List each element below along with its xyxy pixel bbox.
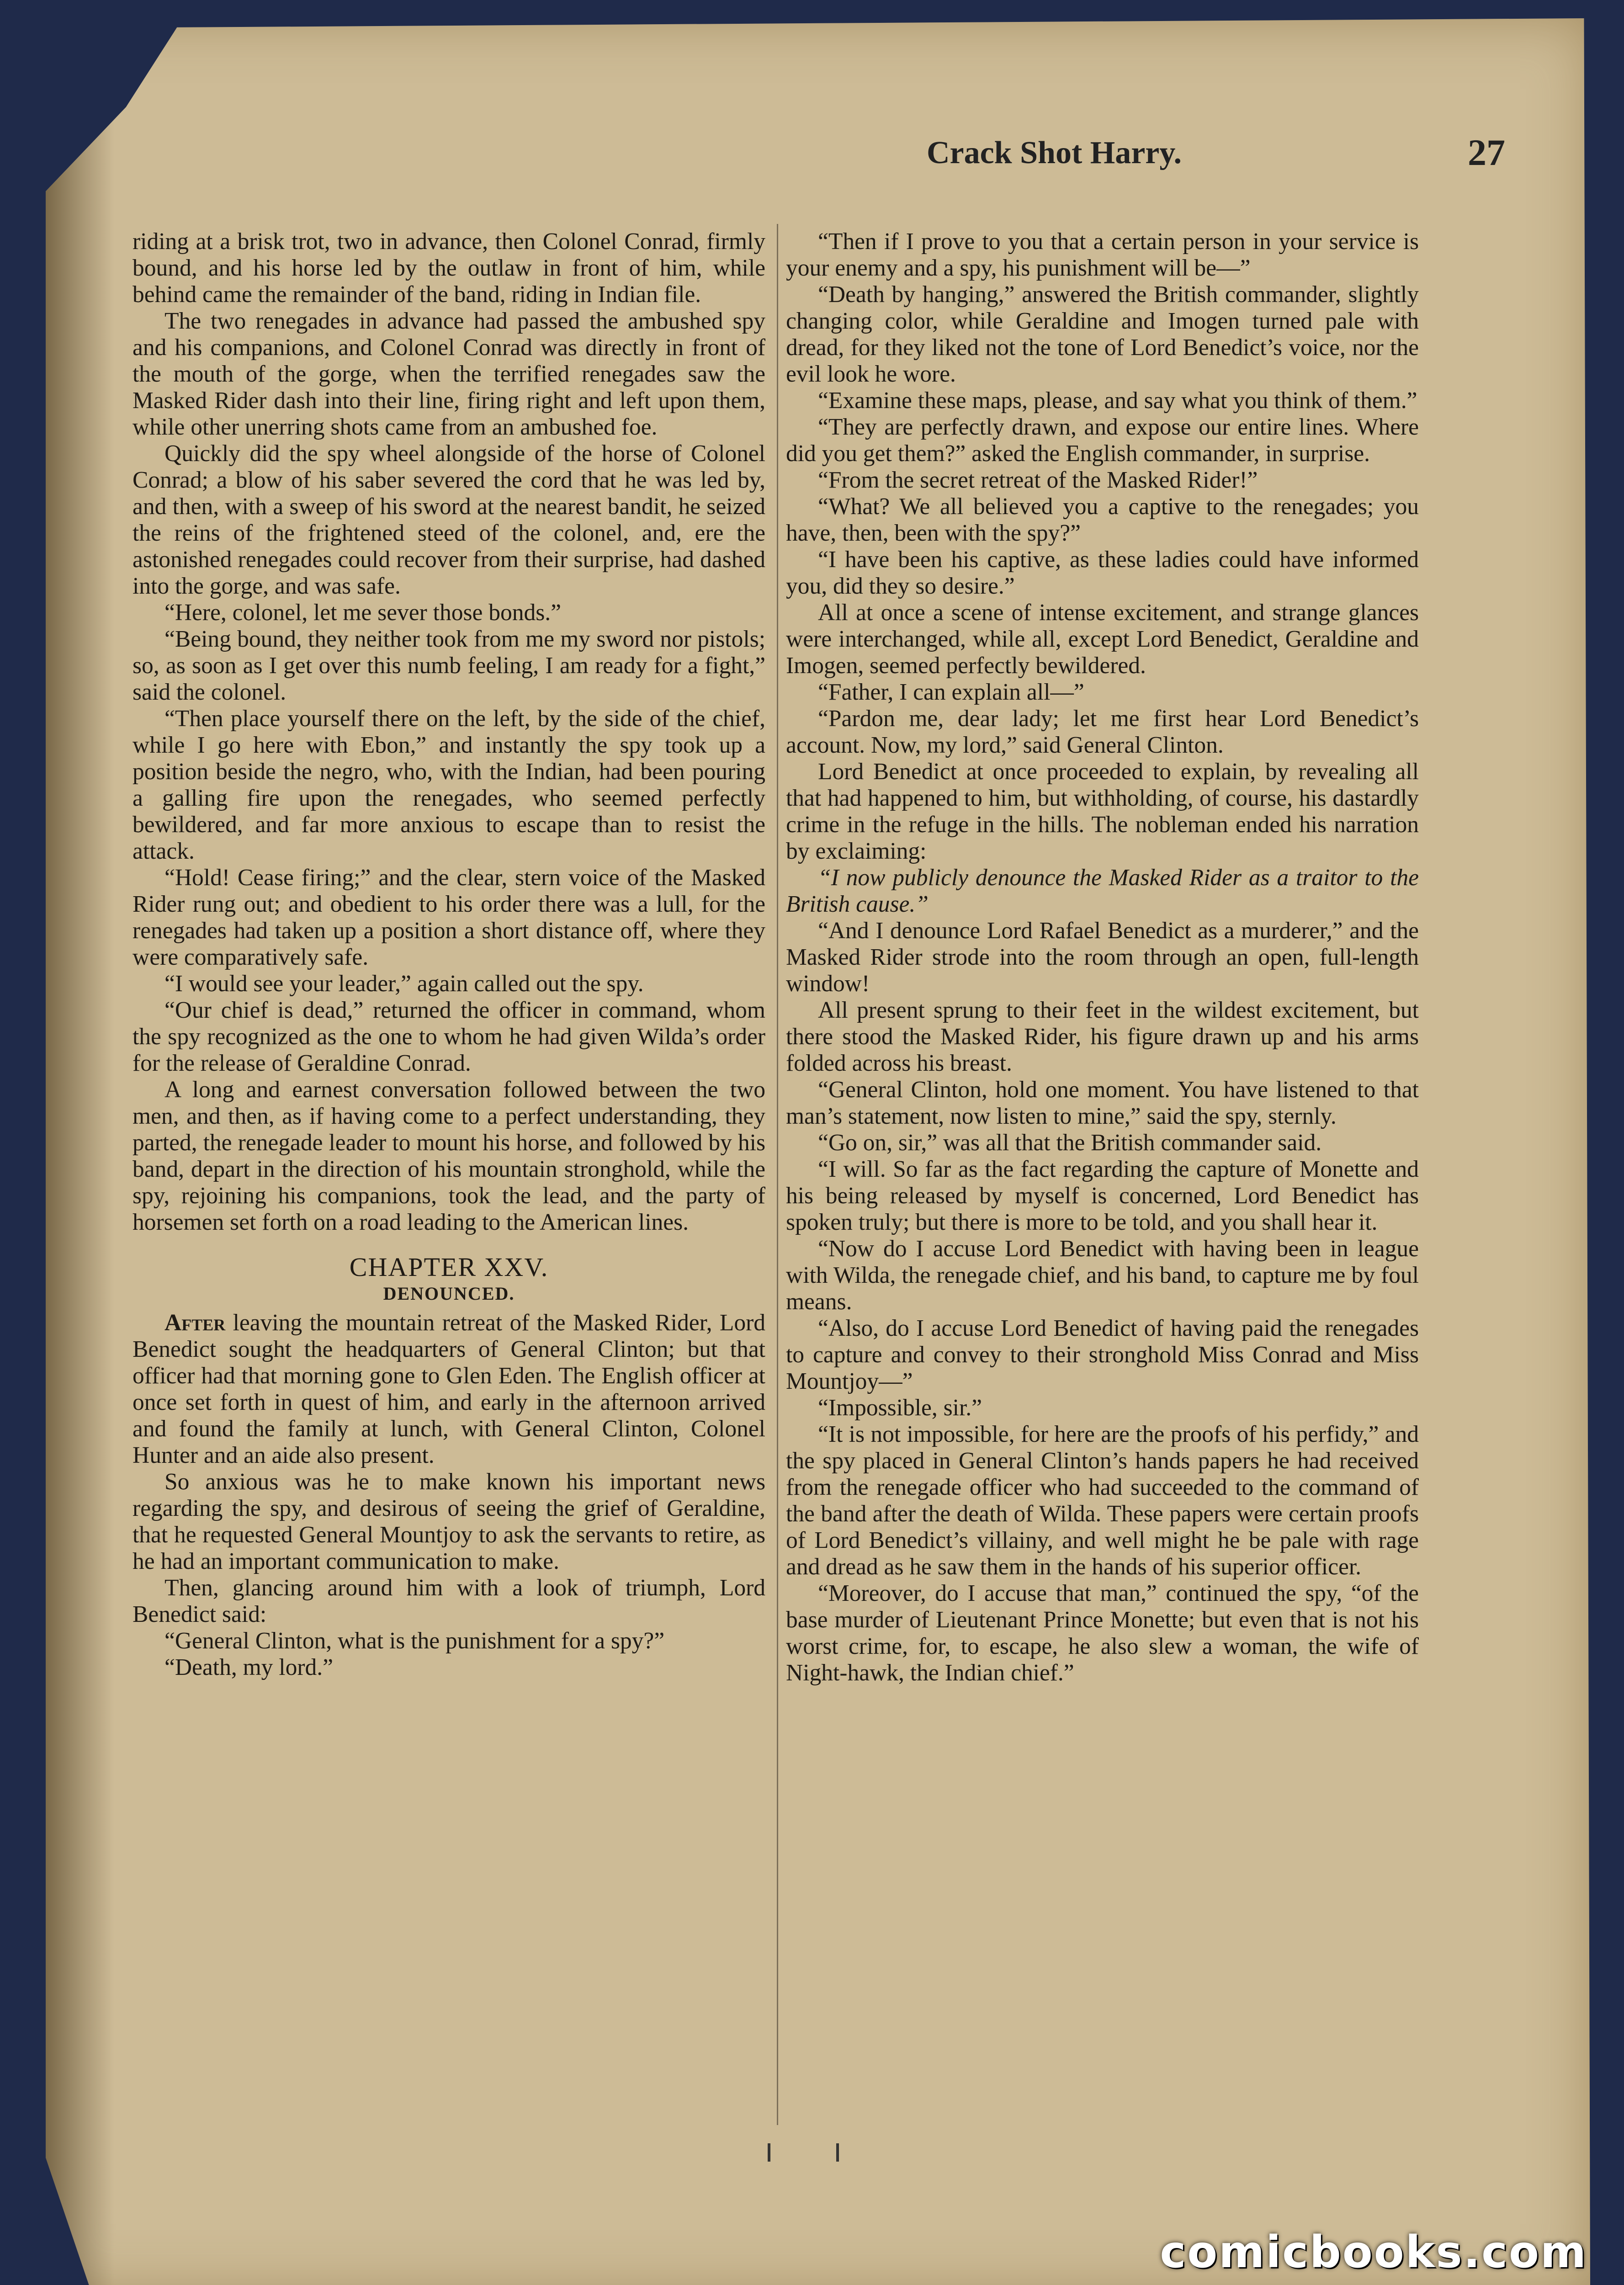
paragraph: “From the secret retreat of the Masked Rider!” (818, 467, 1258, 493)
print-mark (768, 2143, 770, 2162)
paragraph: “General Clinton, hold one moment. You have listened to that man’s statement, now listen to mine,” said the spy, sternly. (786, 1077, 1419, 1129)
chapter-subtitle: DENOUNCED. (383, 1283, 515, 1304)
page-gutter-shadow (46, 18, 114, 2285)
paragraph: “They are perfectly drawn, and expose our entire lines. Where did you get them?” asked the English commander, in surprise. (786, 414, 1419, 467)
paragraph: “Examine these maps, please, and say what you think of them.” (818, 388, 1417, 414)
paragraph: “Impossible, sir.” (818, 1395, 982, 1421)
paragraph: “I will. So far as the fact regarding the capture of Monette and his being released by myself is concerned, Lord Benedict has spoken truly; but there is more to be told, and you shall hear it. (786, 1156, 1419, 1235)
paragraph: The two renegades in advance had passed the ambushed spy and his companions, and Colonel Conrad was directly in front of the mouth of the gorge, when the terrified renegades saw the Masked Rider dash into their line, firing right and left upon them, while other unerring shots came from an ambushed foe. (133, 308, 765, 440)
paragraph: “General Clinton, what is the punishment for a spy?” (165, 1628, 665, 1654)
paragraph: Then, glancing around him with a look of triumph, Lord Benedict said: (133, 1575, 765, 1627)
paragraph: “Now do I accuse Lord Benedict with having been in league with Wilda, the renegade chief, and his band, to capture me by foul means. (786, 1236, 1419, 1315)
paragraph: All present sprung to their feet in the wildest excitement, but there stood the Masked Rider, his figure drawn up and his arms folded across his breast. (786, 997, 1419, 1076)
paragraph-text: leaving the mountain retreat of the Masked Rider, Lord Benedict sought the headquarters of General Clinton; but that officer had that morning gone to Glen Eden. The English officer at once set forth in quest of him, and early in the afternoon arrived and found the family at lunch, with General Clinton, Colonel Hunter and an aide also present. (133, 1310, 765, 1468)
print-mark (836, 2143, 839, 2162)
page-number: 27 (1468, 132, 1505, 173)
paragraph: “I now publicly denounce the Masked Rider as a traitor to the British cause.” (786, 865, 1419, 917)
chapter-title: CHAPTER XXV. (349, 1252, 549, 1282)
paragraph: “Then if I prove to you that a certain person in your service is your enemy and a spy, his punishment will be—” (786, 228, 1419, 281)
right-column (786, 228, 1419, 2148)
column-divider (777, 224, 778, 2125)
paragraph: “Death, my lord.” (165, 1654, 333, 1680)
left-column (133, 228, 765, 2148)
paragraph: “Being bound, they neither took from me my sword nor pistols; so, as soon as I get over this numb feeling, I am ready for a fight,” said the colonel. (133, 626, 765, 705)
paragraph: “What? We all believed you a captive to the renegades; you have, then, been with the spy?” (786, 494, 1419, 546)
paragraph: “Then place yourself there on the left, by the side of the chief, while I go here with Ebon,” and instantly the spy took up a position beside the negro, who, with the Indian, had been pouring a galling fire upon the renegades, who seemed perfectly bewildered, and far more anxious to escape than to resist the attack. (133, 706, 765, 864)
paragraph: “It is not impossible, for here are the proofs of his perfidy,” and the spy placed in General Clinton’s hands papers he had received from the renegade officer who had succeeded to the command of the band after the death of Wilda. These papers were certain proofs of Lord Benedict’s villainy, and well might he be pale with rage and dread as he saw them in the hands of his superior officer. (786, 1421, 1419, 1580)
paragraph (133, 1310, 765, 1469)
site-watermark: comicbooks.com (1160, 2227, 1587, 2278)
running-head-title: Crack Shot Harry. (926, 135, 1182, 170)
paragraph: Lord Benedict at once proceeded to explain, by revealing all that had happened to him, but withholding, of course, his dastardly crime in the refuge in the hills. The nobleman ended his narration by exclaiming: (786, 759, 1419, 864)
paragraph: “Our chief is dead,” returned the officer in command, whom the spy recognized as the one to whom he had given Wilda’s order for the release of Geraldine Conrad. (133, 997, 765, 1076)
paragraph: So anxious was he to make known his important news regarding the spy, and desirous of seeing the grief of Geraldine, that he requested General Mountjoy to ask the servants to retire, as he had an important communication to make. (133, 1469, 765, 1574)
paragraph: “And I denounce Lord Rafael Benedict as a murderer,” and the Masked Rider strode into the room through an open, full-length window! (786, 918, 1419, 997)
paragraph: “I have been his captive, as these ladies could have informed you, did they so desire.” (786, 547, 1419, 599)
paragraph: “I would see your leader,” again called out the spy. (165, 971, 644, 997)
paragraph: “Pardon me, dear lady; let me first hear Lord Benedict’s account. Now, my lord,” said General Clinton. (786, 706, 1419, 758)
paragraph: “Moreover, do I accuse that man,” continued the spy, “of the base murder of Lieutenant Prince Monette; but even that is not his worst crime, for, to escape, he also slew a woman, the wife of Night-hawk, the Indian chief.” (786, 1580, 1419, 1686)
paragraph: riding at a brisk trot, two in advance, then Colonel Conrad, firmly bound, and his horse led by the outlaw in front of him, while behind came the remainder of the band, riding in Indian file. (133, 228, 765, 308)
paragraph: “Here, colonel, let me sever those bonds.” (165, 600, 562, 626)
running-head (603, 132, 1505, 190)
paragraph: “Death by hanging,” answered the British commander, slightly changing color, while Geraldine and Imogen turned pale with dread, for they liked not the tone of Lord Benedict’s voice, nor the evil look he wore. (786, 282, 1419, 387)
paragraph: “Hold! Cease firing;” and the clear, stern voice of the Masked Rider rung out; and obedient to his order there was a lull, for the renegades had taken up a position a short distance off, where they were comparatively safe. (133, 865, 765, 970)
paragraph: “Father, I can explain all—” (818, 679, 1084, 705)
paragraph: Quickly did the spy wheel alongside of the horse of Colonel Conrad; a blow of his saber severed the cord that he was led by, and then, with a sweep of his sword at the nearest bandit, he seized the reins of the frightened steed of the colonel, and, ere the astonished renegades could recover from their surprise, had dashed into the gorge, and was safe. (133, 441, 765, 599)
paragraph: A long and earnest conversation followed between the two men, and then, as if having come to a perfect understanding, they parted, the renegade leader to mount his horse, and followed by his band, depart in the direction of his mountain stronghold, while the spy, rejoining his companions, took the lead, and the party of horsemen set forth on a road leading to the American lines. (133, 1077, 765, 1235)
paragraph: All at once a scene of intense excitement, and strange glances were interchanged, while all, except Lord Benedict, Geraldine and Imogen, seemed perfectly bewildered. (786, 600, 1419, 679)
paragraph: “Also, do I accuse Lord Benedict of having paid the renegades to capture and convey to their stronghold Miss Conrad and Miss Mountjoy—” (786, 1315, 1419, 1394)
opening-word: After (165, 1310, 226, 1336)
paragraph: “Go on, sir,” was all that the British commander said. (818, 1130, 1322, 1156)
